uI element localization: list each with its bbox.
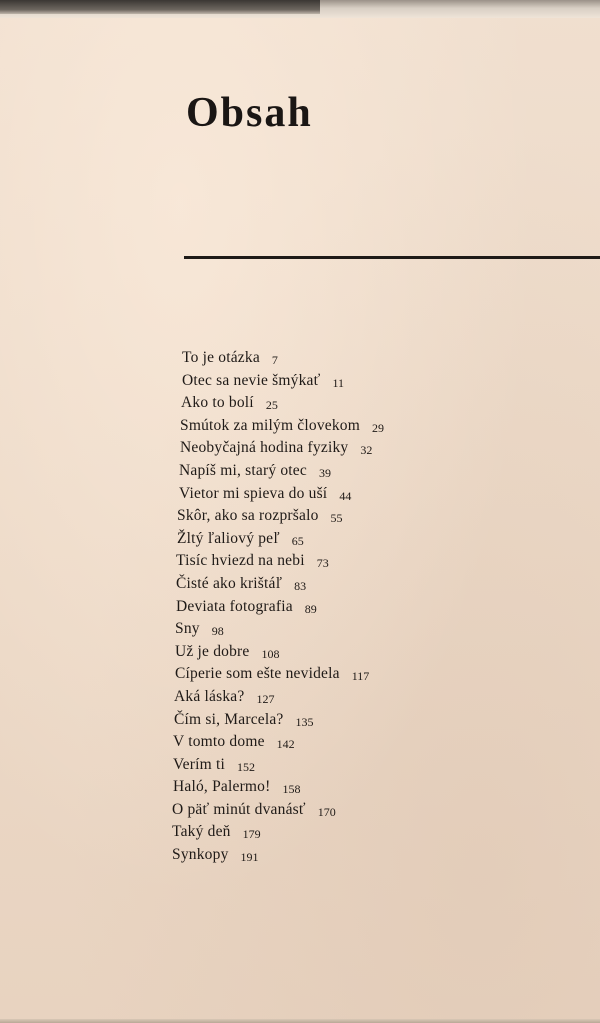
toc-entry — [172, 460, 384, 483]
toc-entry — [172, 686, 384, 709]
toc-entry-title: Čisté ako krištáľ — [176, 574, 283, 592]
toc-entry-page-number: 108 — [261, 646, 280, 661]
toc-entry-page-number: 32 — [360, 443, 373, 458]
toc-entry — [172, 550, 384, 573]
toc-entry-page-number: 135 — [295, 714, 314, 729]
toc-entry-page-number: 98 — [211, 624, 224, 639]
toc-entry-title: Tisíc hviezd na nebi — [176, 552, 305, 570]
toc-entry-page-number: 127 — [256, 691, 275, 706]
toc-entry-title: Neobyčajná hodina fyziky — [180, 439, 349, 457]
toc-entry-title: V tomto dome — [173, 733, 265, 751]
toc-entry — [172, 347, 384, 370]
toc-entry — [172, 370, 384, 393]
toc-entry-title: Už je dobre — [175, 642, 250, 660]
toc-entry — [172, 483, 384, 506]
page-top-edge — [0, 0, 600, 18]
toc-entry-page-number: 89 — [304, 601, 317, 616]
toc-entry — [172, 709, 384, 732]
toc-entry — [172, 844, 384, 867]
toc-entry-title: Aká láska? — [174, 687, 245, 705]
page-bottom-edge — [0, 1019, 600, 1023]
toc-entry-title: Verím ti — [173, 755, 225, 773]
toc-entry-page-number: 170 — [317, 804, 336, 819]
toc-entry — [172, 663, 384, 686]
toc-entry-title: Sny — [175, 620, 200, 638]
toc-entry — [172, 528, 384, 551]
cover-shadow — [0, 0, 320, 14]
toc-entry-page-number: 179 — [242, 827, 261, 842]
toc-entry-title: Haló, Palermo! — [173, 778, 271, 796]
toc-entry — [172, 618, 384, 641]
toc-entry — [172, 573, 384, 596]
toc-entry-title: Deviata fotografia — [176, 597, 293, 615]
toc-entry-page-number: 117 — [351, 669, 370, 684]
toc-entry-page-number: 29 — [372, 420, 385, 435]
toc-entry-page-number: 25 — [265, 398, 278, 413]
table-of-contents — [172, 347, 384, 867]
page-title: Obsah — [186, 90, 313, 136]
toc-entry-page-number: 65 — [291, 533, 304, 548]
toc-entry-title: Ako to bolí — [181, 394, 254, 412]
toc-entry-page-number: 191 — [240, 850, 259, 865]
toc-entry — [172, 505, 384, 528]
toc-entry — [172, 731, 384, 754]
toc-entry-page-number: 7 — [271, 353, 278, 367]
toc-entry — [172, 415, 384, 438]
title-rule — [184, 256, 600, 259]
toc-entry — [172, 437, 384, 460]
toc-entry-page-number: 142 — [276, 737, 295, 752]
toc-entry-page-number: 11 — [332, 375, 345, 390]
toc-entry-title: Skôr, ako sa rozpršalo — [177, 507, 319, 525]
toc-entry-page-number: 39 — [318, 465, 331, 480]
toc-entry-title: Napíš mi, starý otec — [179, 461, 307, 479]
toc-entry-title: Vietor mi spieva do uší — [179, 484, 328, 502]
toc-entry-page-number: 83 — [294, 578, 307, 593]
toc-entry-title: To je otázka — [182, 349, 260, 366]
toc-entry-page-number: 55 — [330, 511, 343, 526]
toc-entry-title: Synkopy — [172, 846, 229, 864]
toc-entry-page-number: 158 — [282, 782, 301, 797]
toc-entry-title: Taký deň — [172, 823, 231, 841]
toc-entry-title: O päť minút dvanásť — [172, 800, 306, 818]
toc-entry-title: Čím si, Marcela? — [174, 710, 284, 728]
toc-entry — [172, 799, 384, 822]
toc-entry — [172, 821, 384, 844]
toc-entry — [172, 754, 384, 777]
toc-entry-page-number: 73 — [316, 556, 329, 571]
toc-entry-title: Smútok za milým človekom — [180, 416, 361, 434]
toc-entry-title: Cíperie som ešte nevidela — [175, 665, 340, 683]
toc-entry-page-number: 152 — [236, 759, 255, 774]
toc-entry-title: Žltý ľaliový peľ — [177, 529, 280, 547]
toc-entry — [172, 392, 384, 415]
toc-entry-page-number: 44 — [339, 488, 352, 503]
toc-entry — [172, 776, 384, 799]
toc-entry — [172, 596, 384, 619]
toc-entry — [172, 641, 384, 664]
toc-entry-title: Otec sa nevie šmýkať — [182, 371, 321, 389]
